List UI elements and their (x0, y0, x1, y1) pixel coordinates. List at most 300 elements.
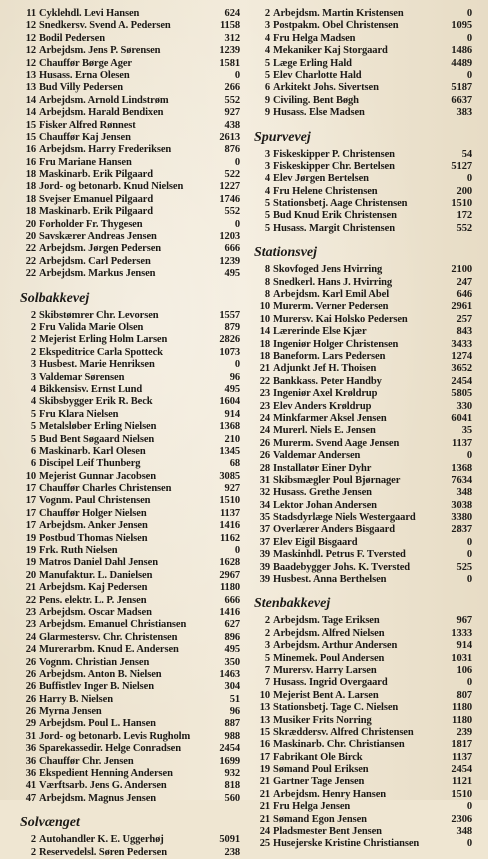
house-number: 24 (259, 826, 270, 838)
resident-name: Chauffør Børge Ager (39, 57, 132, 69)
list-item (250, 752, 472, 764)
list-item (250, 149, 472, 161)
list-item (16, 834, 240, 846)
value: 1227 (219, 181, 240, 193)
resident-name: Frk. Ruth Nielsen (39, 545, 118, 557)
resident-name: Arbejdsm. Martin Kristensen (273, 8, 404, 19)
resident-name: Discipel Leif Thunberg (39, 458, 141, 470)
resident-name: Skibsbygger Erik R. Beck (39, 396, 153, 408)
house-number: 24 (25, 644, 36, 656)
value: 0 (466, 8, 472, 19)
resident-name: Læge Erling Hald (273, 57, 352, 69)
list-item (250, 524, 472, 536)
value: 988 (224, 730, 240, 742)
list-item (16, 169, 240, 181)
house-number: 17 (25, 520, 36, 532)
house-number: 17 (25, 495, 36, 507)
value: 1510 (219, 495, 240, 507)
value: 807 (456, 689, 472, 701)
list-item (16, 219, 240, 231)
value: 1137 (451, 437, 472, 449)
resident-name: Fiskeskipper P. Christensen (273, 148, 395, 160)
house-number: 17 (259, 751, 270, 763)
list-item (250, 764, 472, 776)
resident-name: Bodil Pedersen (39, 32, 105, 44)
house-number: 23 (259, 400, 270, 412)
list-item (16, 743, 240, 755)
house-number: 36 (25, 755, 36, 767)
house-number: 10 (259, 313, 270, 325)
value: 1463 (219, 668, 240, 680)
list-item (16, 756, 240, 768)
resident-name: Murerl. Niels E. Jensen (273, 425, 376, 437)
value: 238 (224, 846, 240, 858)
street-list-continued (16, 8, 240, 281)
value: 646 (456, 289, 472, 301)
value: 0 (466, 450, 472, 462)
house-number: 10 (259, 301, 270, 313)
value: 522 (224, 169, 240, 181)
list-item (16, 396, 240, 408)
list-item (250, 690, 472, 702)
house-number: 21 (259, 363, 270, 375)
house-number: 13 (259, 702, 270, 714)
list-item (250, 339, 472, 351)
house-number: 18 (25, 181, 36, 193)
value: 1604 (219, 396, 240, 408)
resident-name: Cyklehdl. Levi Hansen (39, 8, 140, 19)
resident-name: Arbejdsm. Magnus Jensen (39, 792, 156, 804)
value: 54 (461, 148, 472, 160)
value: 876 (224, 144, 240, 156)
list-item (16, 268, 240, 280)
resident-name: Lærerinde Else Kjær (273, 326, 367, 338)
value: 96 (229, 706, 240, 718)
resident-name: Fru Valida Marie Olsen (39, 321, 144, 333)
value: 624 (224, 8, 240, 19)
value: 1581 (219, 57, 240, 69)
house-number: 5 (264, 652, 270, 664)
resident-name: Svejser Emanuel Pilgaard (39, 193, 154, 205)
resident-name: Maskinhdl. Petrus F. Tversted (273, 549, 406, 561)
list-item (16, 33, 240, 45)
resident-name: Minkfarmer Aksel Jensen (273, 412, 387, 424)
house-number: 21 (259, 801, 270, 813)
resident-name: Mejerist Bent A. Larsen (273, 689, 379, 701)
list-item (250, 198, 472, 210)
value: 2454 (219, 743, 240, 755)
house-number: 21 (25, 582, 36, 594)
resident-name: Sparekassedir. Helge Conradsen (39, 743, 181, 755)
value: 3038 (451, 499, 472, 511)
resident-name: Fru Mariane Hansen (39, 156, 132, 168)
house-number: 19 (25, 545, 36, 557)
value: 552 (224, 94, 240, 106)
list-item (250, 574, 472, 586)
resident-name: Fisker Alfred Rønnest (39, 119, 136, 131)
list-item (250, 58, 472, 70)
value: 1180 (451, 702, 472, 714)
resident-name: Pens. elektr. L. P. Jensen (39, 594, 147, 606)
resident-name: Murersv. Kai Holsko Pedersen (273, 313, 408, 325)
value: 0 (234, 69, 240, 81)
value: 2826 (219, 334, 240, 346)
house-number: 14 (25, 94, 36, 106)
resident-name: Skibsmægler Poul Bjørnager (273, 474, 401, 486)
list-item (16, 557, 240, 569)
value: 3085 (219, 470, 240, 482)
list-item (16, 570, 240, 582)
list-item (16, 793, 240, 805)
list-item (250, 107, 472, 119)
street-heading-stenbakkevej: Stenbakkevej (254, 596, 331, 612)
resident-name: Maskinarb. Karl Olesen (39, 445, 146, 457)
street-list-continued-right (250, 8, 472, 120)
value: 896 (224, 631, 240, 643)
list-item (16, 107, 240, 119)
value: 1510 (451, 198, 472, 210)
resident-name: Valdemar Sørensen (39, 371, 125, 383)
resident-name: Myrna Jensen (39, 706, 102, 718)
list-item (250, 326, 472, 338)
house-number: 2 (264, 615, 270, 627)
house-number: 26 (25, 693, 36, 705)
list-item (250, 665, 472, 677)
house-number: 16 (25, 144, 36, 156)
resident-name: Vognm. Paul Christensen (39, 495, 151, 507)
house-number: 6 (264, 82, 270, 94)
resident-name: Fabrikant Ole Birck (273, 751, 363, 763)
resident-name: Sømand Egon Jensen (273, 813, 367, 825)
house-number: 5 (30, 408, 36, 420)
value: 887 (224, 718, 240, 730)
value: 2100 (451, 264, 472, 276)
resident-name: Arbejdsm. Harry Frederiksen (39, 144, 172, 156)
resident-name: Valdemar Andersen (273, 450, 361, 462)
resident-name: Maskinarb. Chr. Christiansen (273, 739, 405, 751)
value: 495 (224, 383, 240, 395)
value: 0 (466, 536, 472, 548)
value: 495 (224, 268, 240, 280)
value: 266 (224, 82, 240, 94)
value: 247 (456, 276, 472, 288)
house-number: 18 (259, 350, 270, 362)
list-item (250, 727, 472, 739)
value: 0 (466, 677, 472, 689)
house-number: 37 (259, 536, 270, 548)
list-item (250, 450, 472, 462)
house-number: 15 (259, 726, 270, 738)
list-item (250, 739, 472, 751)
house-number: 26 (259, 437, 270, 449)
list-item (250, 388, 472, 400)
value: 4489 (451, 57, 472, 69)
value: 1368 (451, 462, 472, 474)
street-list-stationsvej (250, 264, 472, 586)
list-item (16, 780, 240, 792)
resident-name: Mejerist Gunnar Jacobsen (39, 470, 156, 482)
value: 0 (234, 156, 240, 168)
house-number: 12 (25, 45, 36, 57)
value: 1180 (219, 582, 240, 594)
list-item (250, 653, 472, 665)
house-number: 19 (25, 532, 36, 544)
resident-name: Arbejdsm. Henry Hansen (273, 788, 387, 800)
house-number: 7 (264, 677, 270, 689)
value: 914 (456, 640, 472, 652)
value: 552 (224, 206, 240, 218)
house-number: 32 (259, 487, 270, 499)
value: 932 (224, 768, 240, 780)
list-item (250, 425, 472, 437)
value: 5187 (451, 82, 472, 94)
list-item (250, 438, 472, 450)
value: 1345 (219, 445, 240, 457)
value: 6637 (451, 94, 472, 106)
house-number: 10 (25, 470, 36, 482)
resident-name: Arbejdsm. Anton B. Nielsen (39, 668, 162, 680)
resident-name: Arbejdsm. Jørgen Pedersen (39, 243, 162, 255)
value: 7634 (451, 474, 472, 486)
value: 879 (224, 321, 240, 333)
list-item (16, 322, 240, 334)
house-number: 24 (25, 631, 36, 643)
house-number: 5 (264, 222, 270, 234)
house-number: 23 (25, 619, 36, 631)
house-number: 5 (30, 433, 36, 445)
resident-name: Elev Anders Krøldrup (273, 400, 372, 412)
house-number: 3 (264, 20, 270, 32)
list-item (250, 210, 472, 222)
resident-name: Fru Klara Nielsen (39, 408, 119, 420)
resident-name: Arbejdsm. Jens P. Sørensen (39, 45, 161, 57)
value: 5805 (451, 388, 472, 400)
value: 1239 (219, 255, 240, 267)
house-number: 19 (25, 557, 36, 569)
list-item (16, 70, 240, 82)
list-item (250, 289, 472, 301)
house-number: 5 (264, 69, 270, 81)
value: 438 (224, 119, 240, 131)
list-item (16, 458, 240, 470)
value: 1203 (219, 231, 240, 243)
list-item (16, 95, 240, 107)
resident-name: Skibstømrer Chr. Levorsen (39, 309, 159, 321)
house-number: 2 (30, 334, 36, 346)
list-item (16, 508, 240, 520)
house-number: 13 (25, 82, 36, 94)
value: 1095 (451, 20, 472, 32)
resident-name: Husass. Margit Christensen (273, 222, 395, 234)
house-number: 7 (264, 664, 270, 676)
resident-name: Metalsløber Erling Nielsen (39, 421, 157, 433)
resident-name: Murerarbm. Knud E. Andersen (39, 644, 179, 656)
resident-name: Husejerske Kristine Christiansen (273, 838, 420, 850)
resident-name: Baneform. Lars Pedersen (273, 350, 386, 362)
house-number: 19 (259, 764, 270, 776)
resident-name: Ekspedient Henning Andersen (39, 768, 173, 780)
resident-name: Lektor Johan Andersen (273, 499, 377, 511)
list-item (16, 359, 240, 371)
house-number: 3 (264, 148, 270, 160)
house-number: 26 (25, 656, 36, 668)
value: 1137 (451, 751, 472, 763)
resident-name: Installatør Einer Dyhr (273, 462, 372, 474)
house-number: 20 (25, 218, 36, 230)
resident-name: Stationsbetj. Aage Christensen (273, 198, 408, 210)
resident-name: Jord- og betonarb. Levis Rugholm (39, 730, 191, 742)
house-number: 2 (264, 8, 270, 19)
resident-name: Husass. Grethe Jensen (273, 487, 372, 499)
resident-name: Bankkass. Peter Handby (273, 375, 382, 387)
house-number: 4 (30, 383, 36, 395)
value: 560 (224, 792, 240, 804)
resident-name: Minemek. Poul Andersen (273, 652, 385, 664)
resident-name: Manufaktur. L. Danielsen (39, 569, 153, 581)
house-number: 3 (30, 371, 36, 383)
house-number: 25 (259, 838, 270, 850)
resident-name: Overlærer Anders Bisgaard (273, 524, 395, 536)
resident-name: Fiskeskipper Chr. Bertelsen (273, 160, 395, 172)
list-item (250, 264, 472, 276)
house-number: 17 (25, 507, 36, 519)
list-item (250, 95, 472, 107)
house-number: 20 (25, 569, 36, 581)
list-item (250, 487, 472, 499)
list-item (250, 562, 472, 574)
value: 0 (234, 545, 240, 557)
list-item (250, 549, 472, 561)
resident-name: Forholder Fr. Thygesen (39, 218, 143, 230)
resident-name: Arbejdsm. Tage Eriksen (273, 615, 380, 627)
house-number: 2 (30, 321, 36, 333)
list-item (16, 533, 240, 545)
list-item (250, 173, 472, 185)
value: 1557 (219, 309, 240, 321)
street-heading-stationsvej: Stationsvej (254, 245, 318, 261)
house-number: 22 (25, 255, 36, 267)
value: 0 (234, 359, 240, 371)
list-item (16, 694, 240, 706)
list-item (16, 731, 240, 743)
resident-name: Glarmestersv. Chr. Christensen (39, 631, 178, 643)
list-item (16, 144, 240, 156)
house-number: 3 (264, 160, 270, 172)
resident-name: Adjunkt Jef H. Thoisen (273, 363, 377, 375)
value: 967 (456, 615, 472, 627)
list-item (250, 8, 472, 20)
resident-name: Arbejdsm. Markus Jensen (39, 268, 156, 280)
value: 0 (466, 69, 472, 81)
resident-name: Bud Bent Søgaard Nielsen (39, 433, 155, 445)
house-number: 18 (259, 338, 270, 350)
value: 5091 (219, 834, 240, 846)
list-item (16, 334, 240, 346)
list-item (16, 347, 240, 359)
list-item (16, 718, 240, 730)
resident-name: Civiling. Bent Bøgh (273, 94, 359, 106)
resident-name: Ingeniør Axel Krøldrup (273, 388, 378, 400)
list-item (250, 82, 472, 94)
value: 552 (456, 222, 472, 234)
resident-name: Arbejdsm. Kaj Pedersen (39, 582, 148, 594)
house-number: 8 (264, 276, 270, 288)
value: 495 (224, 644, 240, 656)
resident-name: Elev Charlotte Hald (273, 69, 362, 81)
resident-name: Ekspeditrice Carla Spotteck (39, 346, 163, 358)
value: 1416 (219, 606, 240, 618)
resident-name: Reservedelsl. Søren Pedersen (39, 846, 167, 858)
value: 1486 (451, 45, 472, 57)
house-number: 36 (25, 743, 36, 755)
list-item (16, 243, 240, 255)
list-item (16, 409, 240, 421)
resident-name: Husbest. Anna Berthelsen (273, 574, 387, 586)
house-number: 16 (25, 156, 36, 168)
resident-name: Husass. Erna Olesen (39, 69, 130, 81)
list-item (16, 847, 240, 859)
resident-name: Værftsarb. Jens G. Andersen (39, 780, 167, 792)
list-item (250, 475, 472, 487)
house-number: 13 (259, 714, 270, 726)
house-number: 39 (259, 549, 270, 561)
resident-name: Arbejdsm. Alfred Nielsen (273, 627, 385, 639)
street-list-solbakkevej (16, 310, 240, 806)
resident-name: Arbejdsm. Harald Bendixen (39, 107, 164, 119)
resident-name: Jord- og betonarb. Knud Nielsen (39, 181, 184, 193)
value: 525 (456, 561, 472, 573)
house-number: 12 (25, 32, 36, 44)
list-item (250, 20, 472, 32)
street-heading-solbakkevej: Solbakkevej (20, 290, 90, 306)
house-number: 8 (264, 264, 270, 276)
list-item (250, 814, 472, 826)
resident-name: Harry B. Nielsen (39, 693, 113, 705)
house-number: 21 (259, 776, 270, 788)
value: 1510 (451, 788, 472, 800)
house-number: 2 (30, 346, 36, 358)
value: 1817 (451, 739, 472, 751)
value: 0 (234, 218, 240, 230)
list-item (16, 20, 240, 32)
list-item (250, 500, 472, 512)
value: 1416 (219, 520, 240, 532)
list-item (250, 512, 472, 524)
resident-name: Arbejdsm. Oscar Madsen (39, 606, 152, 618)
resident-name: Elev Eigil Bisgaard (273, 536, 358, 548)
list-item (250, 677, 472, 689)
value: 330 (456, 400, 472, 412)
house-number: 34 (259, 499, 270, 511)
house-number: 31 (25, 730, 36, 742)
value: 3652 (451, 363, 472, 375)
resident-name: Stationsbetj. Tage C. Nielsen (273, 702, 399, 714)
resident-name: Snedkersv. Svend A. Pedersen (39, 20, 171, 32)
list-item (250, 223, 472, 235)
value: 1031 (451, 652, 472, 664)
value: 666 (224, 243, 240, 255)
value: 2306 (451, 813, 472, 825)
house-number: 22 (25, 268, 36, 280)
resident-name: Autohandler K. E. Uggerhøj (39, 834, 164, 846)
value: 1158 (219, 20, 240, 32)
value: 627 (224, 619, 240, 631)
house-number: 20 (25, 231, 36, 243)
house-number: 4 (264, 32, 270, 44)
resident-name: Chauffør Charles Christensen (39, 483, 172, 495)
list-item (16, 181, 240, 193)
house-number: 2 (30, 309, 36, 321)
